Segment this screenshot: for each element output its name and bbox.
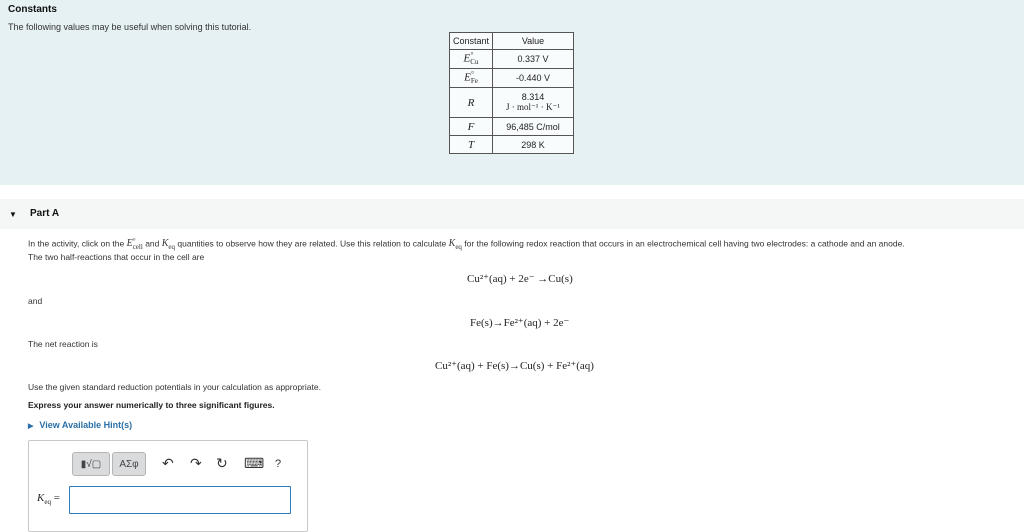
constant-sup: ° xyxy=(470,70,474,78)
table-row xyxy=(450,69,574,88)
expand-caret-icon: ▶ xyxy=(28,423,34,430)
and-label: and xyxy=(28,296,43,306)
help-icon[interactable]: ? xyxy=(275,458,282,470)
constant-symbol: T xyxy=(450,136,493,154)
constant-value: -0.440 V xyxy=(493,69,574,88)
part-a-intro: In the activity, click on the E ° cell and $K_{eq}$ quantities to observe how they are related. Use this relation to calculate $K_{eq}$ for the following redox reaction that occurs in an electrochemical cell having two electrodes: a cathode and an anode. xyxy=(28,237,905,252)
constants-title: Constants xyxy=(8,4,57,15)
part-a-title: Part A xyxy=(30,208,60,219)
table-header-value: Value xyxy=(493,33,574,50)
view-hints-link[interactable]: ▶ View Available Hint(s) xyxy=(28,420,133,430)
undo-icon[interactable]: ↶ xyxy=(162,455,174,471)
keyboard-icon[interactable]: ⌨ xyxy=(244,455,265,471)
table-row xyxy=(450,118,574,136)
constant-sup: ° xyxy=(470,51,474,59)
keq-symbol: $K_{eq}$ xyxy=(161,238,176,252)
part-a-intro-line2: The two half-reactions that occur in the cell are xyxy=(28,252,205,262)
half-reaction-1: Cu²⁺(aq) + 2e⁻ →Cu(s) xyxy=(467,273,573,285)
greek-symbols-button[interactable]: ΑΣφ xyxy=(112,452,146,476)
keq-symbol: $K_{eq}$ xyxy=(448,238,462,252)
constant-symbol: R xyxy=(450,88,493,118)
constant-value-line1: 8.314 xyxy=(521,92,545,102)
ecell-symbol: E ° cell xyxy=(126,237,143,251)
constant-value-line2: J · mol⁻¹ · K⁻¹ xyxy=(506,102,560,112)
redo-icon[interactable]: ↷ xyxy=(190,455,202,471)
constant-symbol: F xyxy=(450,118,493,136)
constant-symbol: E xyxy=(464,71,471,84)
constant-sub: Cu xyxy=(470,58,479,66)
table-row xyxy=(450,50,574,69)
net-reaction-label: The net reaction is xyxy=(28,339,98,349)
table-row xyxy=(450,88,574,118)
constant-value: 0.337 V xyxy=(493,50,574,69)
collapse-caret-icon[interactable]: ▼ xyxy=(9,210,17,219)
express-instruction: Express your answer numerically to three significant figures. xyxy=(28,400,275,410)
table-row xyxy=(450,136,574,154)
half-reaction-2: Fe(s)→Fe²⁺(aq) + 2e⁻ xyxy=(470,317,570,329)
table-header-constant: Constant xyxy=(450,33,493,50)
constants-table xyxy=(449,32,574,154)
keq-answer-label: $K_{eq}$ = xyxy=(37,492,60,507)
part-a-header[interactable] xyxy=(0,199,1024,229)
template-button[interactable]: ▮√▢ xyxy=(72,452,110,476)
reset-icon[interactable]: ↻ xyxy=(216,455,228,471)
constant-value: 96,485 C/mol xyxy=(493,118,574,136)
use-potentials-text: Use the given standard reduction potentials in your calculation as appropriate. xyxy=(28,382,321,392)
constant-symbol: E xyxy=(463,52,471,65)
constant-value: 298 K xyxy=(493,136,574,154)
net-reaction: Cu²⁺(aq) + Fe(s)→Cu(s) + Fe²⁺(aq) xyxy=(435,360,594,372)
constants-intro: The following values may be useful when solving this tutorial. xyxy=(8,22,252,32)
constant-sub: Fe xyxy=(470,77,478,85)
keq-answer-input[interactable] xyxy=(69,486,291,514)
constants-panel xyxy=(0,0,1024,185)
